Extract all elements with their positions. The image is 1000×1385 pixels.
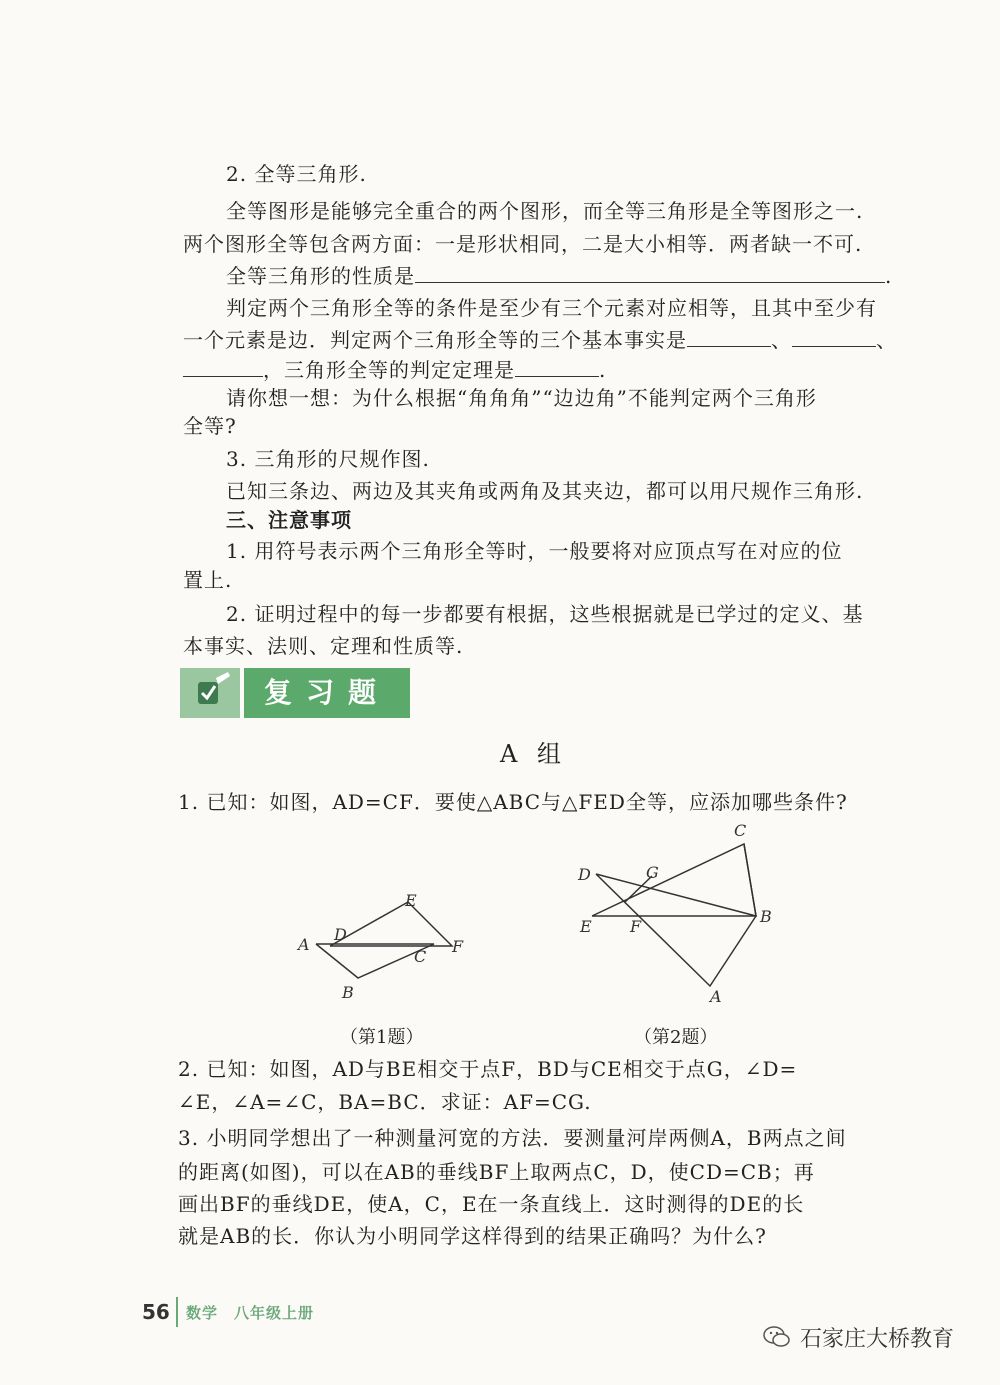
page-number: 56 xyxy=(142,1300,170,1324)
section3-title: 3. 三角形的尺规作图. xyxy=(226,447,430,471)
paragraph-line: 两个图形全等包含两方面：一是形状相同，二是大小相等．两者缺一不可. xyxy=(183,232,863,256)
fig2-label: A xyxy=(710,987,722,1006)
paragraph-line: 判定两个三角形全等的条件是至少有三个元素对应相等，且其中至少有 xyxy=(226,296,877,320)
fig1-caption: （第1题） xyxy=(340,1027,424,1048)
fig2-label: C xyxy=(734,821,747,840)
figure-2 xyxy=(570,818,790,1008)
answer-blank[interactable] xyxy=(415,262,885,283)
notes-heading: 三、注意事项 xyxy=(226,508,352,532)
paragraph-line xyxy=(183,356,606,384)
fig1-label: F xyxy=(452,937,464,956)
fig1-label: C xyxy=(414,947,427,966)
review-title: 复习题 xyxy=(244,668,410,718)
question-3: 3. 小明同学想出了一种测量河宽的方法．要测量河岸两侧A，B两点之间 xyxy=(178,1126,847,1150)
fig2-label: F xyxy=(630,917,642,936)
review-banner xyxy=(180,668,410,718)
pencil-check-icon xyxy=(180,668,240,718)
note-line: 本事实、法则、定理和性质等. xyxy=(183,634,464,658)
section2-title: 2. 全等三角形. xyxy=(226,162,367,186)
separator: 、 xyxy=(771,328,792,352)
fig1-label: E xyxy=(405,891,417,910)
period: . xyxy=(885,264,893,288)
figure-1 xyxy=(290,880,480,1010)
note-line: 2. 证明过程中的每一步都要有根据，这些根据就是已学过的定义、基 xyxy=(226,602,864,626)
period: . xyxy=(599,358,607,382)
fig1-label: D xyxy=(334,925,347,944)
paragraph-line: 全等图形是能够完全重合的两个图形，而全等三角形是全等图形之一. xyxy=(226,199,864,223)
book-title: 数学 八年级上册 xyxy=(186,1304,315,1322)
fig1-label: A xyxy=(298,935,310,954)
fig2-label: E xyxy=(580,917,592,936)
paragraph-line xyxy=(183,326,897,354)
wechat-icon xyxy=(762,1324,792,1350)
fig2-label: B xyxy=(760,907,772,926)
property-label: 全等三角形的性质是 xyxy=(226,264,415,288)
paragraph-line: 全等? xyxy=(183,414,237,438)
question-3: 就是AB的长．你认为小明同学这样得到的结果正确吗？为什么? xyxy=(178,1224,767,1248)
fig2-caption: （第2题） xyxy=(634,1027,718,1048)
fig1-label: B xyxy=(342,983,354,1002)
question-2: ∠E，∠A=∠C，BA=BC．求证：AF=CG. xyxy=(178,1090,592,1114)
question-3: 画出BF的垂线DE，使A，C，E在一条直线上．这时测得的DE的长 xyxy=(178,1192,805,1216)
theorem-label: ，三角形全等的判定定理是 xyxy=(263,358,515,382)
answer-blank[interactable] xyxy=(515,356,599,377)
question-1: 1. 已知：如图，AD=CF．要使△ABC与△FED全等，应添加哪些条件? xyxy=(178,790,848,814)
question-2: 2. 已知：如图，AD与BE相交于点F，BD与CE相交于点G，∠D= xyxy=(178,1057,798,1081)
separator: 、 xyxy=(876,328,897,352)
answer-blank[interactable] xyxy=(687,326,771,347)
basic-facts-label: 一个元素是边．判定两个三角形全等的三个基本事实是 xyxy=(183,328,687,352)
group-title: A 组 xyxy=(500,740,567,768)
paragraph-line: 请你想一想：为什么根据“角角角”“边边角”不能判定两个三角形 xyxy=(226,386,817,410)
fig2-label: G xyxy=(646,863,659,882)
note-line: 1. 用符号表示两个三角形全等时，一般要将对应顶点写在对应的位 xyxy=(226,539,843,563)
fig2-label: D xyxy=(578,865,591,884)
note-line: 置上. xyxy=(183,568,233,592)
property-line xyxy=(226,262,892,290)
watermark-text: 石家庄大桥教育 xyxy=(800,1327,955,1352)
answer-blank[interactable] xyxy=(792,326,876,347)
footer-divider xyxy=(176,1297,178,1327)
question-3: 的距离(如图)，可以在AB的垂线BF上取两点C，D，使CD=CB；再 xyxy=(178,1160,815,1184)
paragraph-line: 已知三条边、两边及其夹角或两角及其夹边，都可以用尺规作三角形. xyxy=(226,479,864,503)
answer-blank[interactable] xyxy=(183,356,263,377)
